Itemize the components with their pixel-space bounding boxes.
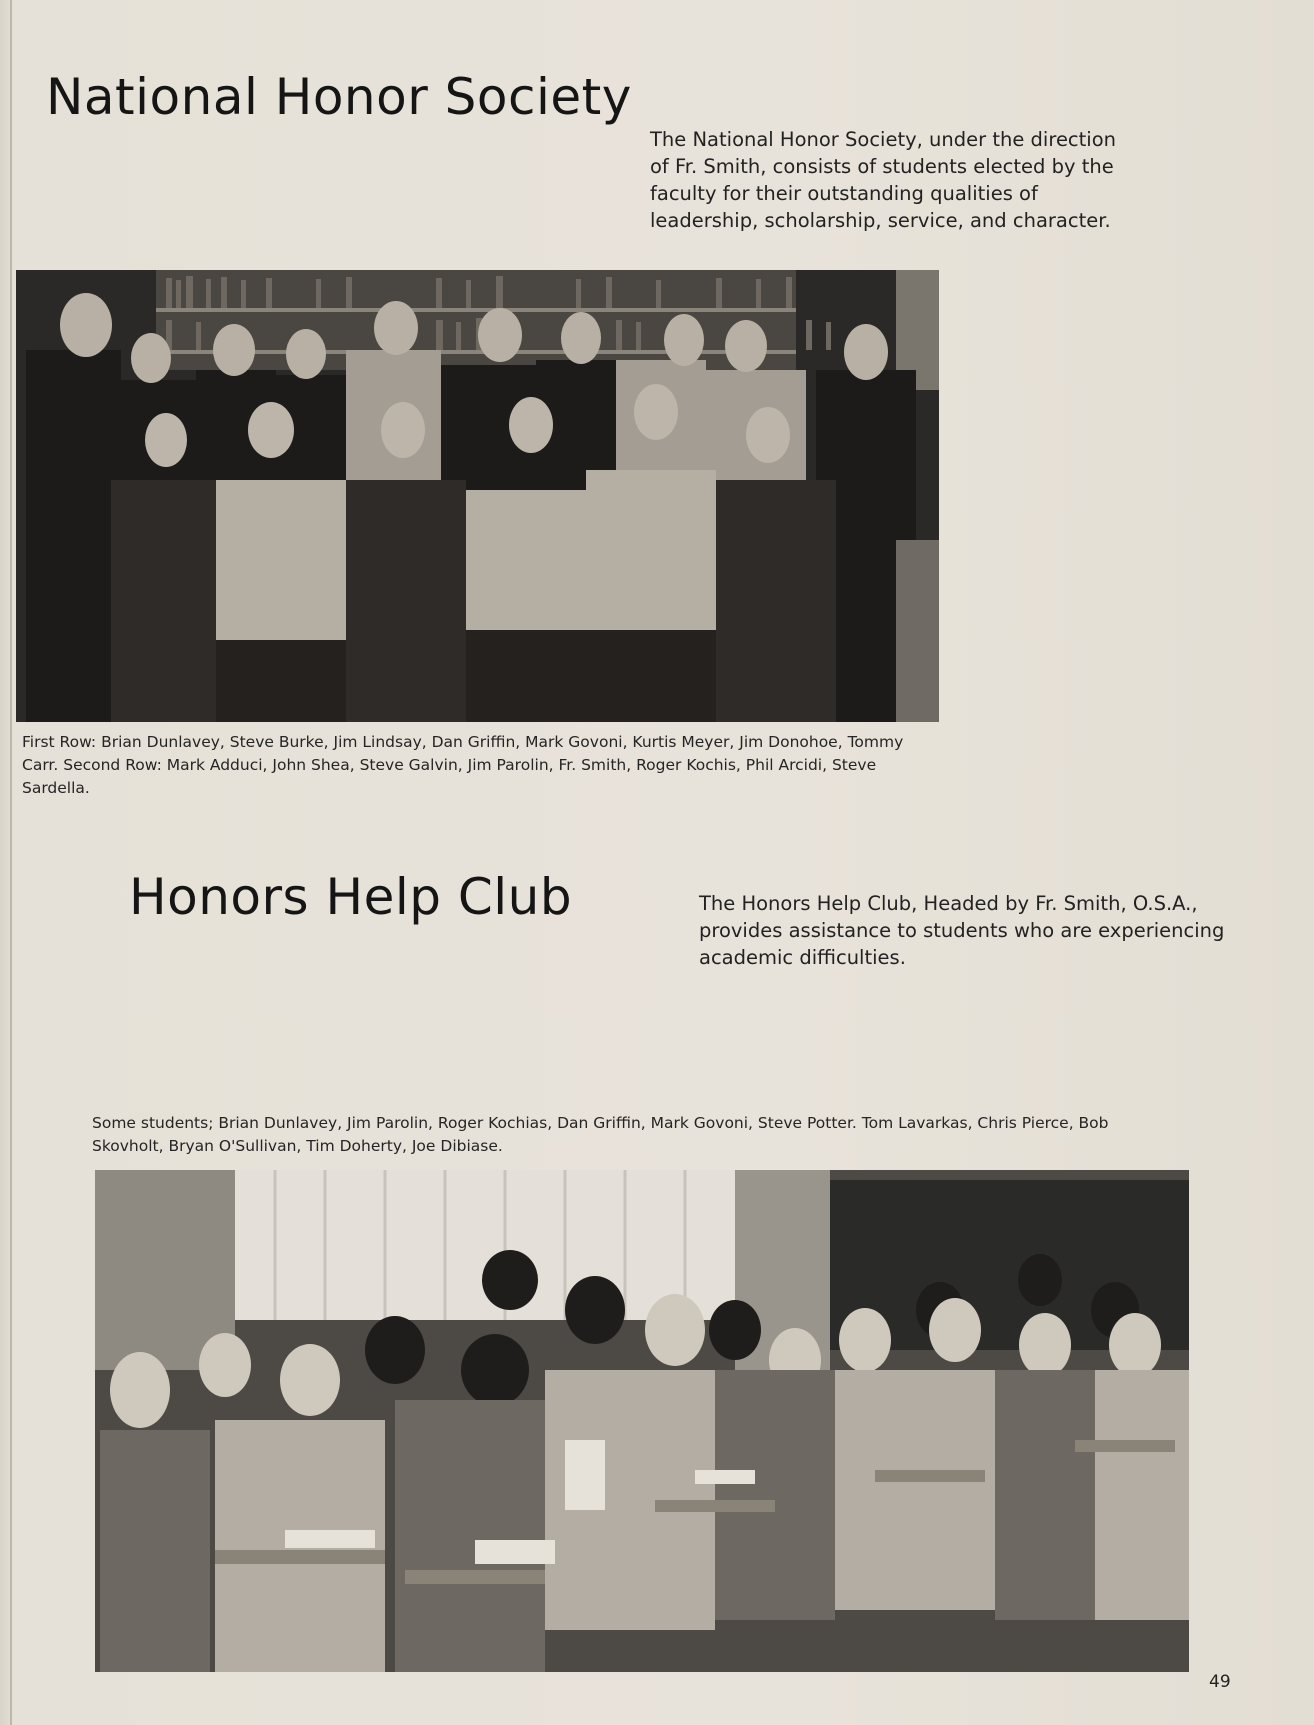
- hhc-classroom-photo: [95, 1170, 1189, 1672]
- nhs-description: The National Honor Society, under the direction of Fr. Smith, consists of students elected by the faculty for their outstanding qualities of leadership, scholarship, service, and character.: [650, 128, 1117, 232]
- nhs-title: National Honor Society: [46, 68, 632, 126]
- hhc-title: Honors Help Club: [129, 868, 573, 926]
- hhc-caption: Some students; Brian Dunlavey, Jim Parolin, Roger Kochias, Dan Griffin, Mark Govoni, Steve Potter. Tom Lavarkas, Chris Pierce, Bob Skovholt, Bryan O'Sullivan, Tim Doherty, Joe Dibiase.: [92, 1114, 1109, 1155]
- hhc-description: The Honors Help Club, Headed by Fr. Smith, O.S.A., provides assistance to students who are experiencing academic difficulties.: [699, 892, 1225, 969]
- nhs-caption: First Row: Brian Dunlavey, Steve Burke, Jim Lindsay, Dan Griffin, Mark Govoni, Kurtis Meyer, Jim Donohoe, Tommy Carr. Second Row: Mark Adduci, John Shea, Steve Galvin, Jim Parolin, Fr. Smith, Roger Kochis, Phil Arcidi, Steve Sardella.: [22, 733, 904, 797]
- binding-gutter: [10, 0, 12, 1725]
- nhs-group-photo: [16, 270, 939, 722]
- page-number: 49: [1209, 1672, 1231, 1692]
